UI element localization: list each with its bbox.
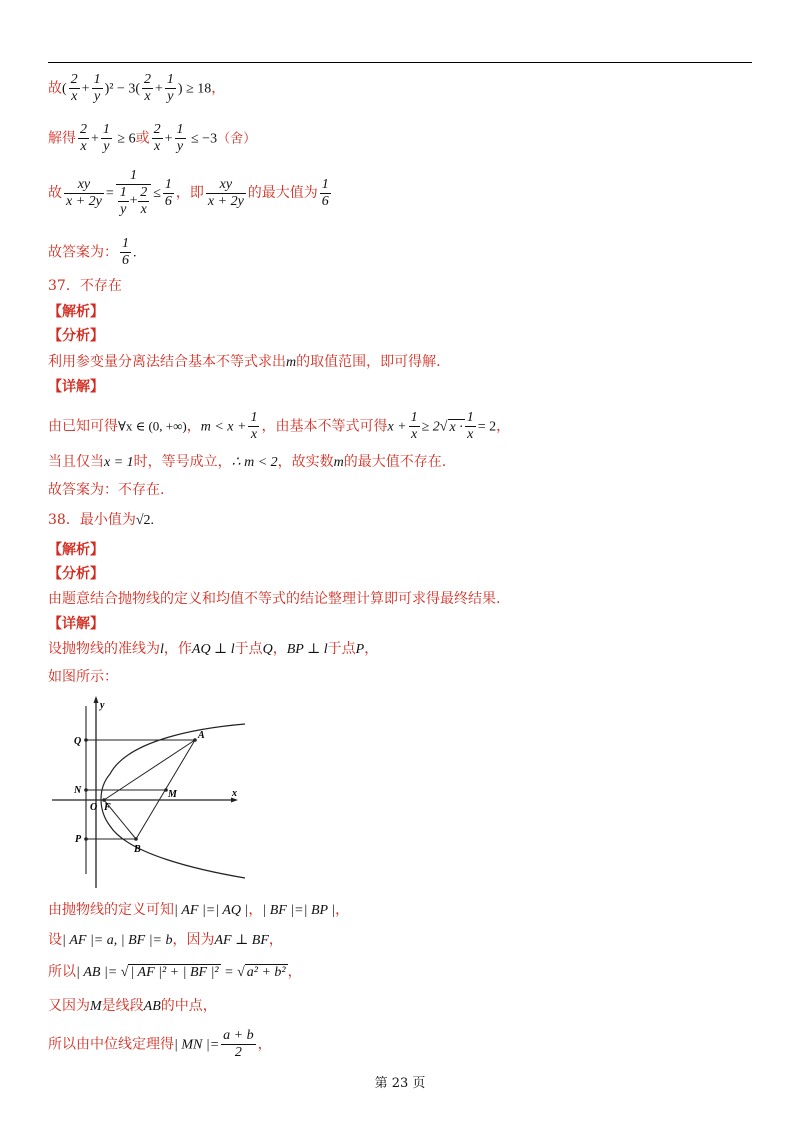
q37-d1-cond: ∀x ∈ (0, +∞): [118, 418, 187, 434]
label-a: A: [198, 730, 205, 741]
q38-d5-a: 所以: [48, 964, 76, 980]
point-q: [84, 738, 88, 742]
point-n: [84, 788, 88, 792]
q37-d2-m: m: [333, 455, 344, 470]
line-3-mid: ，即: [175, 185, 204, 201]
line-3-tail: 的最大值为: [247, 185, 318, 201]
label-p: P: [75, 834, 82, 845]
line-4-text: 故答案为：: [48, 244, 118, 261]
q37-fenxi-text: [48, 352, 441, 373]
q37-d2-c: ∴ m < 2: [231, 455, 278, 470]
q38-d1-e: 于点: [327, 641, 356, 657]
q38-detail-6: [48, 996, 217, 1017]
q38-detail-4: [48, 930, 283, 951]
q38-d1-d: ，: [272, 641, 287, 657]
q38-d1-f: ，: [364, 641, 379, 657]
q37-fenxi-text-b: 的取值范围，即可得解.: [296, 354, 441, 370]
q38-title-a: 38．最小值为: [48, 512, 136, 528]
q38-d1-bp: BP ⊥ l: [286, 642, 328, 657]
q38-fenxi-text: 由题意结合抛物线的定义和均值不等式的结论整理计算即可求得最终结果.: [48, 591, 501, 607]
y-axis-arrow: [94, 696, 99, 703]
q38-d3-c: ，: [335, 902, 350, 918]
q37-fenxi: 【分析】: [48, 328, 104, 344]
q38-d6-a: 又因为: [48, 998, 90, 1014]
label-f: F: [104, 802, 111, 813]
label-y: y: [100, 700, 105, 711]
q38-xiangjie: 【详解】: [48, 616, 104, 632]
q37-d1-d: ，: [496, 418, 511, 435]
q37-fenxi-text-a: 利用参变量分离法结合基本不等式求出: [48, 354, 286, 370]
q37-var-m: m: [286, 355, 297, 370]
line-2: 解得 $\frac{2}{x}$ + $\frac{1}{y}$ ≥ 6或 $\frac{2}{x}$ + $\frac{1}{y}$ ≤ −3（舍）: [48, 122, 257, 154]
line-4: 故答案为： $\frac{1}{6}$ .: [48, 236, 137, 268]
point-a: [193, 738, 197, 742]
parabola-curve: [101, 724, 245, 878]
q38-detail-3: [48, 900, 349, 921]
q38-d1-a: 设抛物线的准线为: [48, 641, 160, 657]
line-3-prefix: 故: [48, 185, 62, 201]
q38-d4-m2: AF ⊥ BF: [214, 933, 269, 948]
q37-d2-a: 当且仅当: [48, 454, 104, 470]
page-number: 第 23 页: [374, 1076, 426, 1091]
point-p: [84, 837, 88, 841]
q38-d4-c: ，: [268, 932, 283, 948]
q37-d2-eq: x = 1: [104, 455, 134, 470]
q38-d5-b: ，: [287, 964, 302, 980]
q38-fenxi: 【分析】: [48, 566, 104, 582]
q38-d3-m2: | BF |=| BP |: [262, 903, 336, 918]
q38-d1-aq: AQ ⊥ l: [191, 642, 235, 657]
q38-title: [48, 510, 154, 531]
q38-detail-2: 如图所示：: [48, 669, 118, 685]
line-4-suffix: .: [133, 245, 137, 261]
line-2-mid: 或: [135, 130, 150, 147]
parabola-figure: [48, 692, 268, 892]
q37-d2-e: 的最大值不存在.: [343, 454, 447, 470]
q38-d6-b: 是线段: [101, 998, 144, 1014]
q37-jiexi: 【解析】: [48, 304, 104, 320]
line-1: 故( $\frac{2}{x}$ + $\frac{1}{y}$ )² − 3( $\frac{2}{x}$ + $\frac{1}{y}$ ) ≥ 18，: [48, 72, 226, 104]
label-m: M: [168, 789, 177, 800]
q38-jiexi: 【解析】: [48, 542, 104, 558]
q38-d7-a: 所以由中位线定理得: [48, 1036, 174, 1053]
line-1-suffix: ，: [211, 80, 226, 97]
q38-title-b: .: [150, 513, 155, 528]
q38-d3-a: 由抛物线的定义可知: [48, 902, 174, 918]
q38-d1-l: l: [160, 642, 164, 657]
q37-title: 37．不存在: [48, 278, 122, 294]
q38-d3-b: ，: [248, 902, 263, 918]
line-2-suffix: （舍）: [217, 131, 257, 147]
q37-d2-d: ，故实数: [277, 454, 334, 470]
q38-detail-5: 所以| AB |= √ | AF |² + | BF |² = √ a² + b² ，: [48, 964, 302, 980]
q38-detail-7: 所以由中位线定理得| MN |= $\frac{a + b}{2}$ ，: [48, 1028, 272, 1060]
q38-d1-c: 于点: [234, 641, 263, 657]
q37-d1-b: ，: [186, 418, 201, 435]
point-b: [134, 837, 138, 841]
label-q: Q: [74, 736, 82, 747]
q37-d1-c: ，由基本不等式可得: [261, 418, 388, 435]
q38-d1-p: P: [355, 642, 365, 657]
label-o: O: [90, 802, 98, 813]
q38-d6-ab: AB: [143, 999, 161, 1014]
label-x: x: [232, 788, 237, 799]
line-2-prefix: 解得: [48, 130, 76, 147]
q38-d4-m: | AF |= a, | BF |= b: [62, 933, 173, 948]
q38-d7-b: ，: [257, 1036, 272, 1053]
label-b: B: [134, 844, 141, 855]
q37-answer: 故答案为：不存在.: [48, 482, 165, 498]
q38-title-val: √2: [135, 513, 151, 528]
q38-d3-m1: | AF |=| AQ |: [174, 903, 249, 918]
q38-d1-q: Q: [262, 642, 273, 657]
q37-d1-a: 由已知可得: [48, 418, 118, 435]
q37-detail-1: 由已知可得∀x ∈ (0, +∞)，m < x + $\frac{1}{x}$ ，由基本不等式可得x + $\frac{1}{x}$ ≥ 2√ x · $\frac{1}{x}$ = 2，: [48, 410, 511, 442]
label-n: N: [74, 785, 82, 796]
line-1-prefix: 故: [48, 80, 62, 97]
q38-d4-a: 设: [48, 932, 62, 948]
header-rule: [48, 62, 752, 63]
line-3: 故 $\frac{xy}{x + 2y}$ = 1 $\frac{1}{y}$ + $\frac{2}{x}$ ≤ $\frac{1}{6}$ ，即 $\frac{xy}{x + 2y}$ 的最大值为 $\frac{1}{6}$: [48, 168, 329, 217]
segment-af: [104, 740, 195, 800]
q38-d6-c: 的中点，: [160, 998, 217, 1014]
q37-d2-b: 时，等号成立，: [133, 454, 232, 470]
q37-detail-2: [48, 452, 446, 473]
q38-d1-b: ，作: [163, 641, 192, 657]
q38-d6-m: M: [90, 999, 102, 1014]
q38-d4-b: ，因为: [172, 932, 215, 948]
q37-xiangjie: 【详解】: [48, 379, 104, 395]
q38-detail-1: [48, 639, 378, 660]
